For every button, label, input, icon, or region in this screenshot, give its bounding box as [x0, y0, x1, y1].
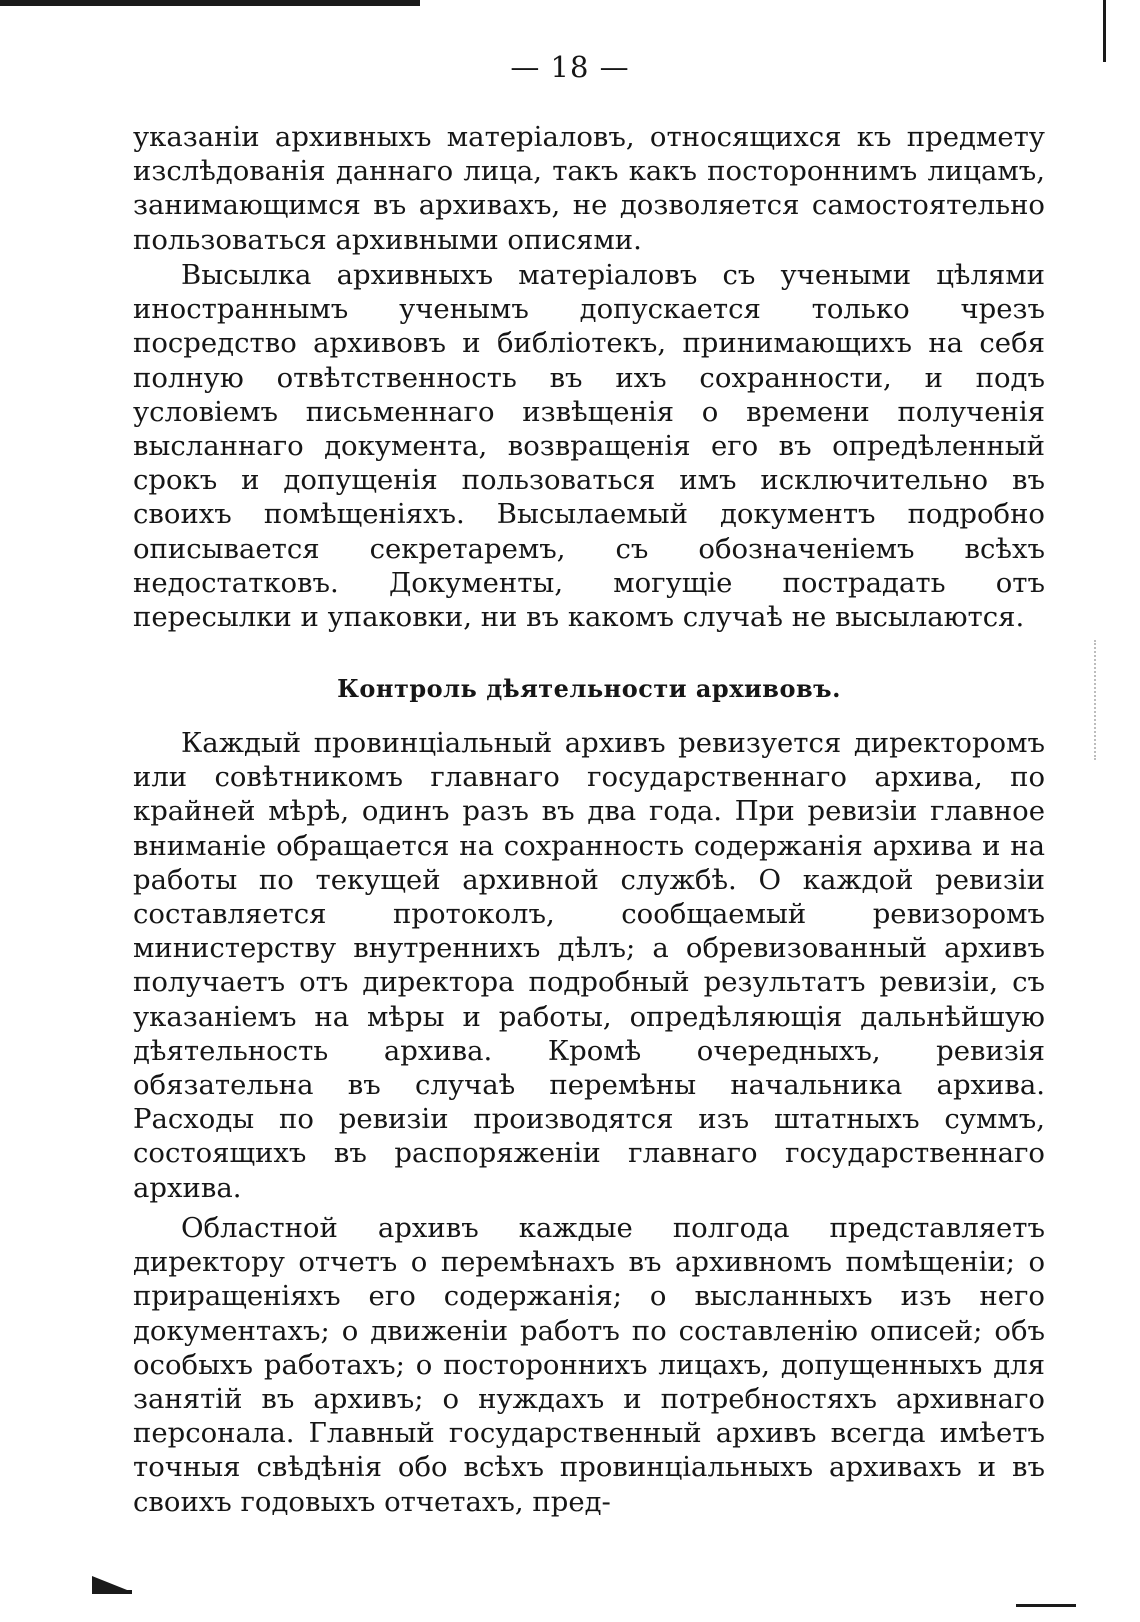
section-heading: Контроль дѣятельности архивовъ.	[337, 674, 841, 703]
paragraph-revision: Каждый провинцiальный архивъ ревизуется директоромъ или совѣтникомъ главнаго государственнаго архива, по крайней мѣрѣ, одинъ разъ въ два года. При ревизiи главное вниманiе обращается на сохранность содержанiя архива и на работы по текущей архивной службѣ. О каждой ревизiи составляется протоколъ, сообщаемый ревизоромъ министерству внутреннихъ дѣлъ; а обревизованный архивъ получаетъ отъ директора подробный результатъ ревизiи, съ указанiемъ на мѣры и работы, опредѣляющiя дальнѣйшую дѣятельность архива. Кромѣ очередныхъ, ревизiя обязательна въ случаѣ перемѣны начальника архива. Расходы по ревизiи производятся изъ штатныхъ суммъ, состоящихъ въ распоряженiи главнаго государственнаго архива.	[133, 727, 1045, 1204]
paragraph-continued: указанiи архивныхъ матерiаловъ, относящихся къ предмету изслѣдованiя даннаго лица, такъ какъ постороннимъ лицамъ, занимающимся въ архивахъ, не дозволяется самостоятельно пользоваться архивными описями.	[133, 121, 1045, 256]
corner-printer-mark-bar	[92, 1590, 132, 1594]
margin-dotted-marks	[1094, 640, 1098, 760]
top-border-rule	[0, 0, 420, 6]
paragraph-dispatch-materials: Высылка архивныхъ матерiаловъ съ учеными цѣлями иностраннымъ ученымъ допускается только чрезъ посредство архивовъ и библiотекъ, принимающихъ на себя полную отвѣтственность въ ихъ сохранности, и подъ условiемъ письменнаго извѣщенiя о времени полученiя высланнаго документа, возвращенiя его въ опредѣленный срокъ и допущенiя пользоваться имъ исключительно въ своихъ помѣщенiяхъ. Высылаемый документъ подробно описывается секретаремъ, съ обозначенiемъ всѣхъ недостатковъ. Документы, могущiе пострадать отъ пересылки и упаковки, ни въ какомъ случаѣ не высылаются.	[133, 259, 1045, 634]
page-number: — 18 —	[510, 50, 630, 84]
paragraph-regional-report: Областной архивъ каждые полгода представляетъ директору отчетъ о перемѣнахъ въ архивномъ помѣщенiи; о приращенiяхъ его содержанiя; о высланныхъ изъ него документахъ; о движенiи работъ по составленiю описей; объ особыхъ работахъ; о постороннихъ лицахъ, допущенныхъ для занятiй въ архивъ; о нуждахъ и потребностяхъ архивнаго персонала. Главный государственный архивъ всегда имѣетъ точныя свѣдѣнiя обо всѣхъ провинцiальныхъ архивахъ и въ своихъ годовыхъ отчетахъ, пред-	[133, 1212, 1045, 1518]
bottom-right-mark	[1016, 1604, 1076, 1615]
